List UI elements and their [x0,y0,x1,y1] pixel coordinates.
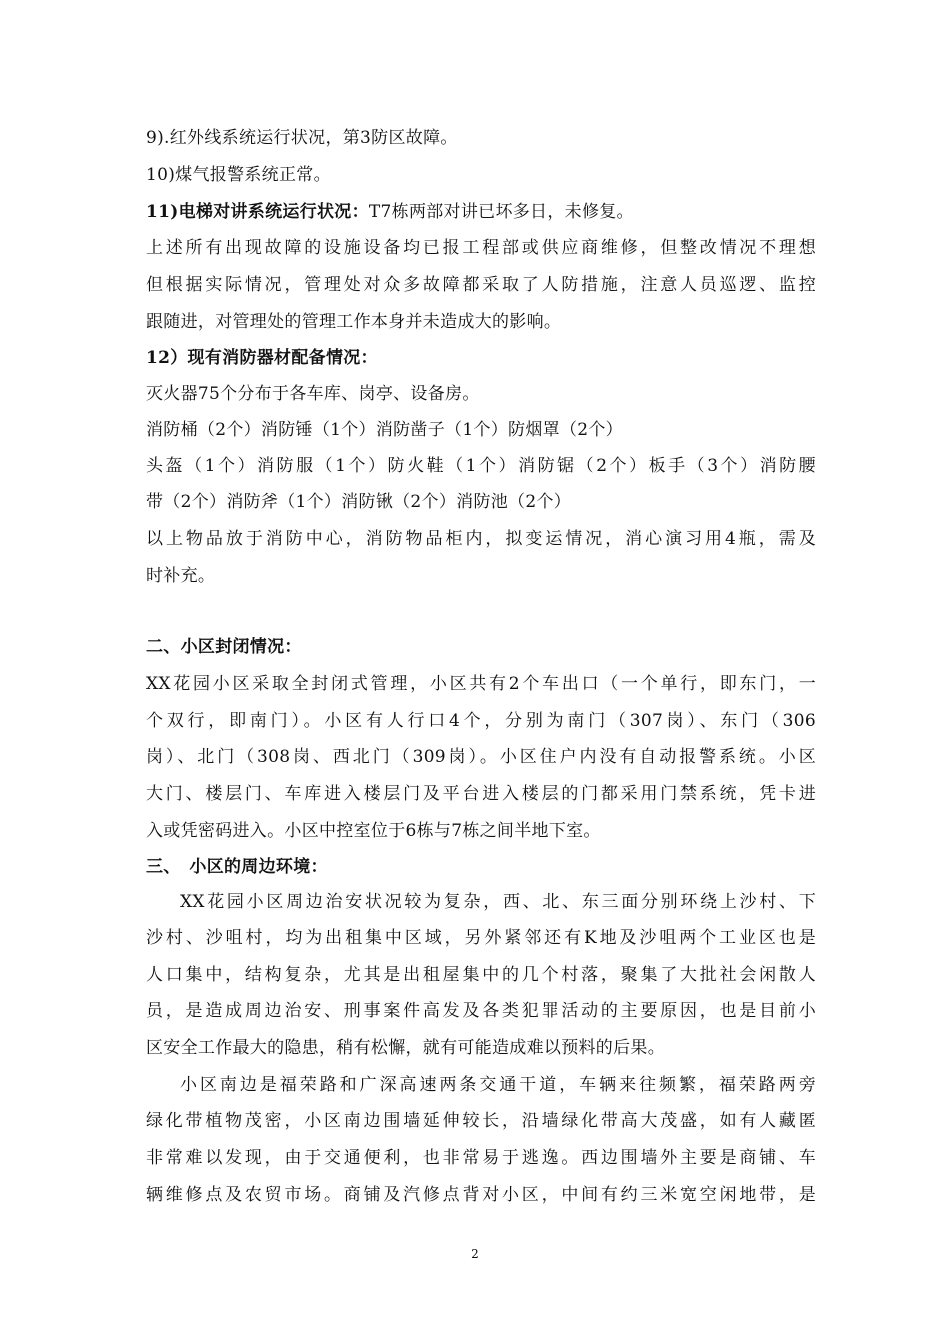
list-item-9: 9).红外线系统运行状况，第3防区故障。 [146,128,458,148]
section-2-line: 入或凭密码进入。小区中控室位于6栋与7栋之间半地下室。 [146,821,601,841]
fire-equipment-line: 带（2个）消防斧（1个）消防锹（2个）消防池（2个） [146,492,572,512]
section-3-paragraph-2-line: 绿化带植物茂密，小区南边围墙延伸较长，沿墙绿化带高大茂盛，如有人藏匿 [146,1111,816,1131]
section-3-paragraph-1-line: 沙村、沙咀村，均为出租集中区域，另外紧邻还有K地及沙咀两个工业区也是 [146,928,816,948]
section-3-paragraph-2-line: 辆维修点及农贸市场。商铺及汽修点背对小区，中间有约三米宽空闲地带，是 [146,1185,816,1205]
section-2-line: XX花园小区采取全封闭式管理，小区共有2个车出口（一个单行，即东门，一 [146,674,816,694]
list-item-11 [146,200,816,224]
repair-note-line: 上述所有出现故障的设施设备均已报工程部或供应商维修，但整改情况不理想 [146,238,816,258]
fire-equipment-line: 头盔（1个）消防服（1个）防火鞋（1个）消防锯（2个）板手（3个）消防腰 [146,456,816,476]
page-number: 2 [471,1247,479,1261]
fire-equipment-line: 消防桶（2个）消防锤（1个）消防凿子（1个）防烟罩（2个） [146,420,623,440]
section-2-line: 岗）、北门（308岗、西北门（309岗）。小区住户内没有自动报警系统。小区 [146,747,816,767]
fire-equipment-line: 时补充。 [146,566,216,586]
section-2-heading: 二、小区封闭情况： [146,637,302,657]
section-3-paragraph-1-line: 区安全工作最大的隐患，稍有松懈，就有可能造成难以预料的后果。 [146,1038,665,1058]
section-3-paragraph-1-line: XX花园小区周边治安状况较为复杂，西、北、东三面分别环绕上沙村、下 [180,892,816,912]
list-item-11-text: T7栋两部对讲已坏多日，未修复。 [368,202,634,222]
fire-equipment-line: 以上物品放于消防中心，消防物品柜内，拟变运情况，消心演习用4瓶，需及 [146,529,816,549]
repair-note-line: 跟随进，对管理处的管理工作本身并未造成大的影响。 [146,312,562,332]
section-3-paragraph-1-line: 员，是造成周边治安、刑事案件高发及各类犯罪活动的主要原因，也是目前小 [146,1001,816,1021]
section-3-paragraph-2-line: 非常难以发现，由于交通便利，也非常易于逃逸。西边围墙外主要是商铺、车 [146,1148,816,1168]
repair-note-line: 但根据实际情况，管理处对众多故障都采取了人防措施，注意人员巡逻、监控 [146,275,816,295]
section-3-paragraph-1-line: 人口集中，结构复杂，尤其是出租屋集中的几个村落，聚集了大批社会闲散人 [146,965,816,985]
fire-equipment-line: 灭火器75个分布于各车库、岗亭、设备房。 [146,384,480,404]
list-item-11-label: 11)电梯对讲系统运行状况： [146,202,369,222]
section-3-heading: 三、 小区的周边环境： [146,857,328,877]
section-2-line: 个双行，即南门）。小区有人行口4个，分别为南门（307岗）、东门（306 [146,711,816,731]
section-2-line: 大门、楼层门、车库进入楼层门及平台进入楼层的门都采用门禁系统，凭卡进 [146,784,816,804]
section-3-paragraph-2-line: 小区南边是福荣路和广深高速两条交通干道，车辆来往频繁，福荣路两旁 [180,1075,816,1095]
list-item-10: 10)煤气报警系统正常。 [146,165,331,185]
fire-equipment-heading: 12）现有消防器材配备情况： [146,348,378,368]
